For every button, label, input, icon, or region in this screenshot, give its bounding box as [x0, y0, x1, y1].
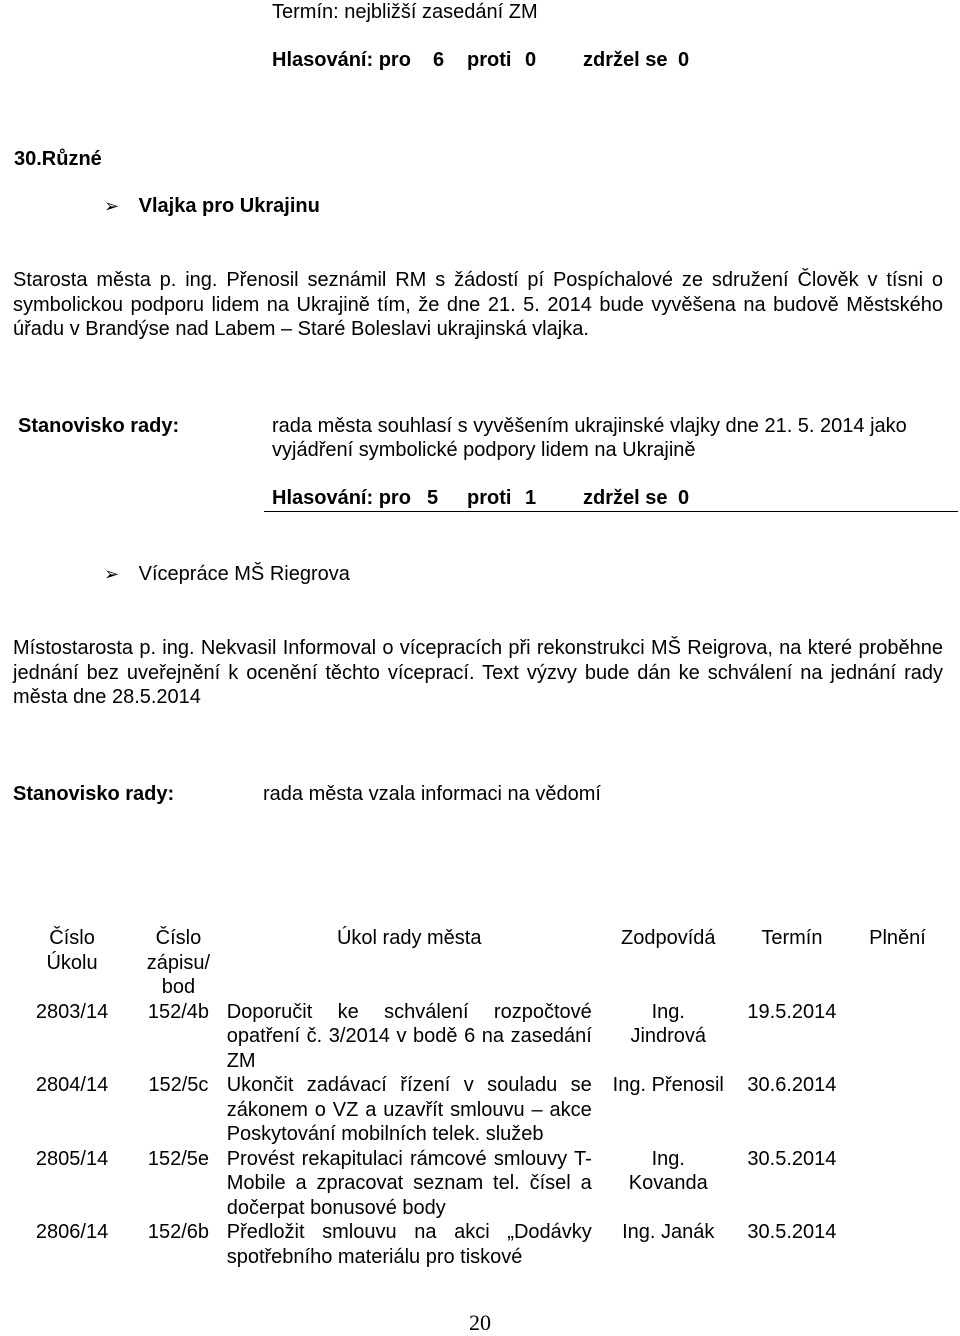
vote-pro: 5 [427, 487, 439, 509]
cell-ukol-id: 2804/14 [35, 1074, 109, 1096]
vote-proti: 0 [525, 49, 537, 71]
item2-text: Místostarosta p. ing. Nekvasil Informoval o vícepracích při rekonstrukci MŠ Reigrova, na které proběhne jednání bez uveřejnění k ocenění těchto víceprací. Text výzvy bude dán ke schválení na jednání rady města dne 28.5.2014 [13, 637, 943, 708]
table-row [14, 1073, 938, 1147]
vote-label: Hlasování: pro [272, 487, 411, 509]
cell-zodpovida-line: Ing. Přenosil [612, 1074, 724, 1096]
cell-ukol-id: 2806/14 [35, 1221, 109, 1243]
cell-plneni [857, 1073, 938, 1147]
vote-zdrzel: 0 [678, 487, 690, 509]
cell-zodpovida [610, 1147, 727, 1221]
page-number: 20 [469, 1310, 491, 1335]
vote-zdrzel-label: zdržel se [583, 487, 668, 509]
cell-zodpovida-line: Ing. [651, 1147, 685, 1170]
cell-zapis: 152/4b [147, 1000, 209, 1023]
cell-termin: 30.5.2014 [747, 1147, 837, 1170]
vote-pro: 6 [433, 49, 445, 71]
header-zodpovida: Zodpovídá [621, 927, 716, 949]
vote-proti-label: proti [467, 49, 512, 71]
header-cislo-ukolu [14, 926, 130, 1000]
cell-ukol-id: 2805/14 [35, 1147, 109, 1170]
table-row [14, 1220, 938, 1269]
cell-plneni [857, 1000, 938, 1074]
item1-stanovisko-line1: rada města souhlasí s vyvěšením ukrajinské vlajky dne 21. 5. 2014 jako [272, 415, 907, 437]
cell-plneni [857, 1220, 938, 1269]
header-termin: Termín [761, 927, 823, 949]
cell-ukol-id: 2803/14 [35, 1000, 109, 1023]
table-row [14, 1000, 938, 1074]
item2-title: Vícepráce MŠ Riegrova [138, 563, 350, 585]
cell-zodpovida [610, 1220, 727, 1269]
vote-proti-label: proti [467, 487, 512, 509]
cell-zodpovida-line: Jindrová [630, 1025, 707, 1047]
cell-zapis: 152/5c [148, 1074, 209, 1096]
cell-zodpovida-line: Ing. Janák [622, 1221, 715, 1243]
cell-zapis: 152/6b [147, 1221, 209, 1243]
item2-stanovisko-label: Stanovisko rady: [13, 783, 175, 805]
arrow-bullet-icon: ➢ [104, 196, 120, 216]
item1-stanovisko-label: Stanovisko rady: [18, 415, 180, 437]
vote-label: Hlasování: pro [272, 49, 411, 71]
header-plneni: Plnění [869, 927, 926, 949]
table-header-row [14, 926, 938, 1000]
cell-termin: 30.5.2014 [747, 1221, 837, 1243]
cell-text: Provést rekapitulaci rámcové smlouvy T-Mobile a zpracovat seznam tel. čísel a dočerpat bonusové body [226, 1147, 592, 1219]
table-row [14, 1147, 938, 1221]
vote-zdrzel-label: zdržel se [583, 49, 668, 71]
item2-heading [104, 562, 350, 586]
header-text: Číslo [155, 927, 202, 949]
cell-zodpovida [610, 1000, 727, 1074]
header-text: Číslo [49, 927, 95, 949]
item1-text: Starosta města p. ing. Přenosil seznámil RM s žádostí pí Pospíchalové ze sdružení Člověk v tísni o symbolickou podporu lidem na Ukrajině tím, že dne 21. 5. 2014 bude vyvěšena na budově Městského úřadu v Brandýse nad Labem – Staré Boleslavi ukrajinská vlajka. [13, 269, 943, 340]
item1-heading [104, 194, 320, 218]
termin-line: Termín: nejbližší zasedání ZM [272, 1, 538, 23]
cell-text: Předložit smlouvu na akci „Dodávky spotřebního materiálu pro tiskové [226, 1221, 592, 1268]
item1-title: Vlajka pro Ukrajinu [138, 195, 320, 217]
task-table [14, 926, 938, 1269]
header-text: zápisu/ [146, 951, 211, 974]
header-text: Úkolu [46, 951, 98, 974]
cell-plneni [857, 1147, 938, 1221]
header-cislo-zapisu [130, 926, 227, 1000]
vote-zdrzel: 0 [678, 49, 690, 71]
item1-stanovisko-line2: vyjádření symbolické podpory lidem na Ukrajině [272, 439, 696, 461]
cell-text: Ukončit zadávací řízení v souladu se zákonem o VZ a uzavřít smlouvu – akce Poskytování mobilních telek. služeb [226, 1074, 592, 1145]
header-ukol: Úkol rady města [336, 927, 482, 949]
cell-zodpovida [610, 1073, 727, 1147]
section-title: 30.Různé [14, 148, 102, 170]
vote-proti: 1 [525, 487, 537, 509]
cell-zodpovida-line: Ing. [651, 1000, 685, 1023]
cell-termin: 19.5.2014 [747, 1000, 837, 1023]
cell-zodpovida-line: Kovanda [628, 1172, 708, 1194]
cell-termin: 30.6.2014 [747, 1074, 837, 1096]
cell-text: Doporučit ke schválení rozpočtové opatření č. 3/2014 v bodě 6 na zasedání ZM [226, 1000, 592, 1072]
cell-zapis: 152/5e [147, 1147, 209, 1170]
header-text: bod [161, 976, 196, 998]
item2-stanovisko: rada města vzala informaci na vědomí [263, 783, 601, 805]
vote-underline [264, 511, 958, 512]
arrow-bullet-icon: ➢ [104, 564, 120, 584]
